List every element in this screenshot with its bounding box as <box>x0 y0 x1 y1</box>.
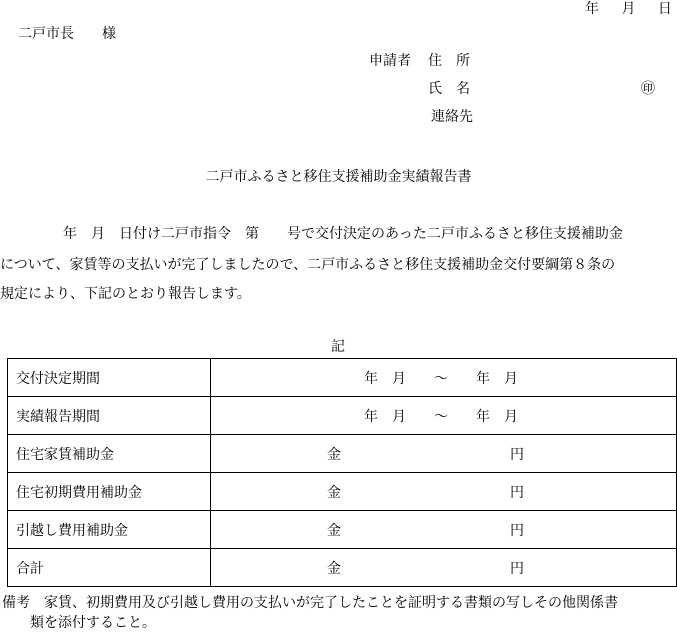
row-label: 交付決定期間 <box>8 359 211 397</box>
date-line <box>585 0 672 18</box>
row-label: 実績報告期間 <box>8 397 211 435</box>
body-text-line-3: 規定により、下記のとおり報告します。 <box>0 286 251 302</box>
row-label: 引越し費用補助金 <box>8 511 211 549</box>
amount-yen: 円 <box>510 447 524 463</box>
row-value <box>211 359 677 397</box>
date-day: 日 <box>657 1 672 17</box>
ki-label: 記 <box>331 339 345 355</box>
row-value <box>211 549 677 587</box>
period-value: 年 月 ～ 年 月 <box>364 371 518 387</box>
row-value <box>211 397 677 435</box>
table-row <box>8 435 677 473</box>
row-value <box>211 511 677 549</box>
document-title: 二戸市ふるさと移住支援補助金実績報告書 <box>205 169 472 185</box>
remarks-line-1: 備考 家賃、初期費用及び引越し費用の支払いが完了したことを証明する書類の写しその他関係書 <box>2 595 618 611</box>
amount-yen: 円 <box>510 523 524 539</box>
amount-kin: 金 <box>327 523 341 539</box>
row-label: 住宅家賃補助金 <box>8 435 211 473</box>
date-month: 月 <box>621 1 636 17</box>
table-row <box>8 359 677 397</box>
amount-yen: 円 <box>510 485 524 501</box>
addressee: 二戸市長 様 <box>18 26 116 42</box>
row-value <box>211 473 677 511</box>
table-row <box>8 473 677 511</box>
period-value: 年 月 ～ 年 月 <box>364 409 518 425</box>
seal-mark: ㊞ <box>641 81 655 97</box>
body-text-line-1: 年 月 日付け二戸市指令 第 号で交付決定のあった二戸市ふるさと移住支援補助金 <box>63 226 623 242</box>
amount-kin: 金 <box>327 447 341 463</box>
address-label: 住 所 <box>428 53 470 69</box>
table-row <box>8 549 677 587</box>
row-value <box>211 435 677 473</box>
row-label: 住宅初期費用補助金 <box>8 473 211 511</box>
amount-kin: 金 <box>327 561 341 577</box>
amount-kin: 金 <box>327 485 341 501</box>
applicant-label: 申請者 <box>369 53 411 69</box>
date-year: 年 <box>585 1 599 17</box>
contact-label: 連絡先 <box>431 109 473 125</box>
name-label: 氏 名 <box>428 81 470 97</box>
row-label: 合計 <box>8 549 211 587</box>
remarks-line-2: 類を添付すること。 <box>30 615 156 631</box>
body-text-line-2: について、家賃等の支払いが完了しましたので、二戸市ふるさと移住支援補助金交付要綱第８条の <box>0 257 616 273</box>
amount-yen: 円 <box>510 561 524 577</box>
table-row <box>8 397 677 435</box>
report-table <box>7 358 677 587</box>
table-row <box>8 511 677 549</box>
